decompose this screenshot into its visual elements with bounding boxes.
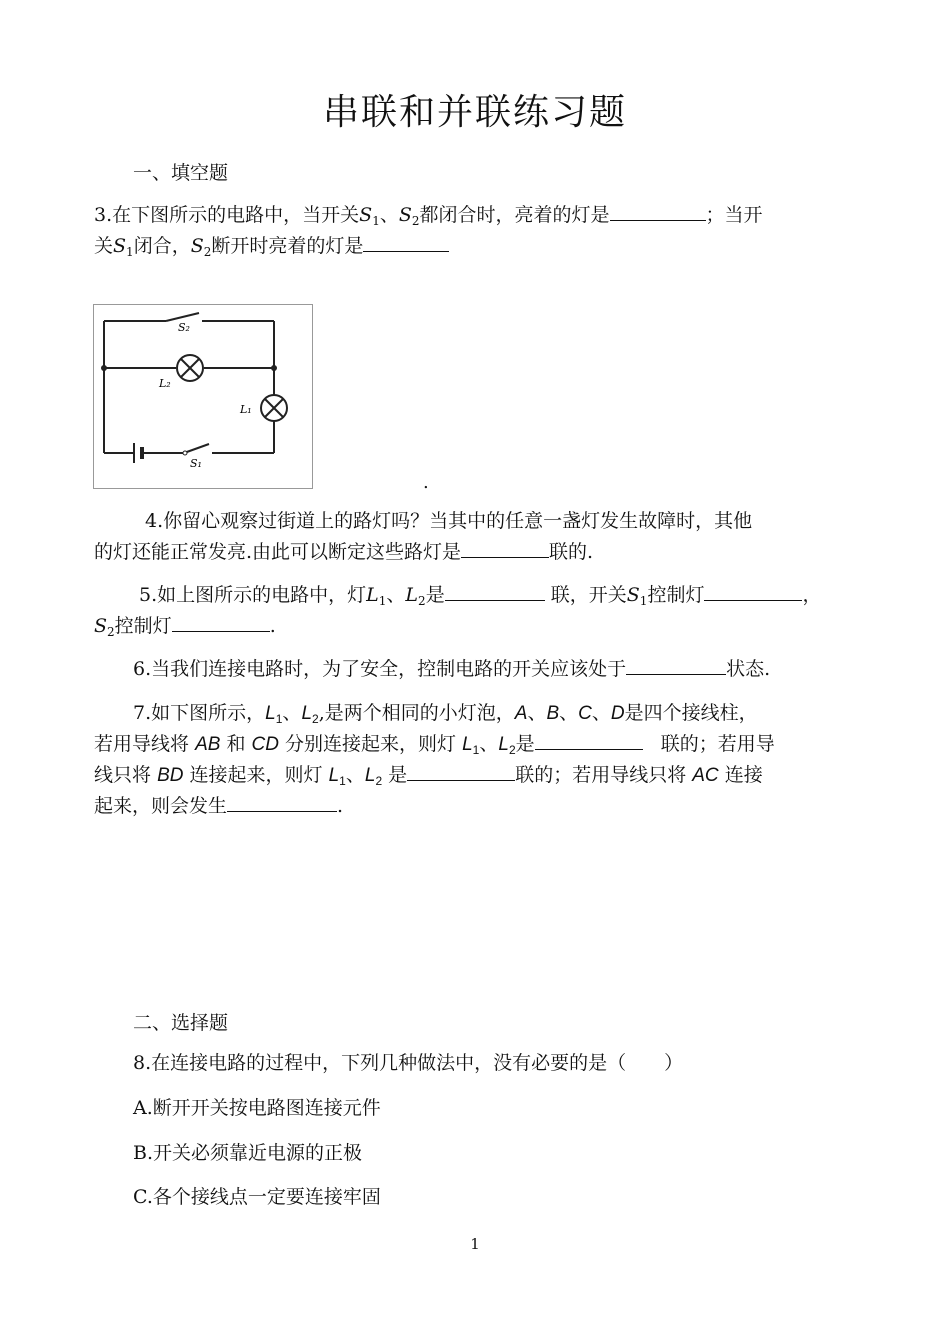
answer-blank[interactable]	[227, 791, 337, 812]
subscript: 1	[372, 214, 380, 228]
switch-symbol: S	[626, 584, 640, 606]
answer-blank[interactable]	[610, 200, 706, 221]
q5-text: 是	[425, 584, 445, 606]
switch-symbol: S	[94, 615, 108, 637]
question-8-stem: 8.在连接电路的过程中，下列几种做法中，没有必要的是（ ）	[133, 1052, 684, 1074]
answer-blank[interactable]	[626, 654, 726, 675]
period: .	[269, 615, 276, 637]
subscript: 2	[312, 712, 319, 726]
q7-text: 和	[226, 733, 246, 755]
q7-text: 联的；若用导	[660, 733, 775, 755]
question-8-option-b[interactable]: B.开关必须靠近电源的正极	[133, 1142, 363, 1164]
stray-period: .	[423, 472, 429, 493]
q7-text: 如下图所示，	[151, 702, 266, 724]
page-title: 串联和并联练习题	[322, 92, 627, 133]
terminal-c: C	[578, 703, 592, 724]
lamp-symbol: L	[462, 734, 473, 755]
q7-text: 分别连接起来，则灯	[285, 733, 457, 755]
section-heading-fill-blank: 一、填空题	[133, 162, 229, 184]
switch-symbol: S	[113, 235, 127, 257]
label-l2: L₂	[159, 377, 171, 390]
q3-text: 在下图所示的电路中，当开关	[112, 204, 360, 226]
label-s1: S₁	[190, 457, 202, 470]
answer-blank[interactable]	[535, 729, 643, 750]
subscript: 2	[375, 774, 383, 788]
q4-text: 的灯还能正常发亮.由此可以断定这些路灯是	[94, 541, 462, 563]
q7-number: 7.	[133, 702, 152, 724]
lamp-symbol: L	[265, 703, 276, 724]
period: .	[337, 795, 344, 817]
q7-text: 是	[515, 733, 535, 755]
separator: 、	[479, 733, 499, 755]
separator: 、	[386, 584, 406, 606]
comma: ，	[802, 584, 822, 606]
terminal-b: B	[546, 703, 560, 724]
terminal-ac: AC	[692, 765, 719, 786]
label-l1: L₁	[240, 403, 252, 416]
q7-text: 联的；若用导线只将	[515, 764, 687, 786]
q3-text: 断开时亮着的灯是	[211, 235, 364, 257]
subscript: 2	[418, 594, 426, 608]
switch-symbol: S	[190, 235, 204, 257]
question-4-line-2	[94, 537, 593, 567]
circuit-diagram	[93, 304, 313, 489]
switch-contact	[183, 451, 187, 455]
q7-text: 连接起来，则灯	[189, 764, 323, 786]
separator: 、	[559, 702, 579, 724]
switch-symbol: S	[398, 204, 412, 226]
q7-text: 是	[388, 764, 408, 786]
junction-dot	[271, 365, 277, 371]
q5-text: 控制灯	[114, 615, 172, 637]
question-8-option-a[interactable]: A.断开开关按电路图连接元件	[133, 1097, 381, 1119]
subscript: 1	[378, 594, 387, 608]
answer-blank[interactable]	[172, 611, 270, 632]
answer-blank[interactable]	[363, 231, 449, 252]
terminal-d: D	[610, 703, 625, 724]
q5-text: 5.如上图所示的电路中，灯	[139, 584, 367, 606]
separator: 、	[282, 702, 302, 724]
question-5-line-2	[94, 611, 276, 647]
q3-text: 关	[94, 235, 114, 257]
subscript: 2	[107, 625, 115, 639]
question-6	[133, 654, 770, 684]
subscript: 2	[411, 214, 420, 228]
junction-dot	[101, 365, 107, 371]
separator: 、	[591, 702, 611, 724]
subscript: 2	[203, 245, 212, 259]
lamp-symbol: L	[405, 584, 419, 606]
q3-text: ；当开	[705, 204, 763, 226]
q6-text: 6.当我们连接电路时，为了安全，控制电路的开关应该处于	[133, 658, 627, 680]
q4-text: 联的.	[549, 541, 594, 563]
answer-blank[interactable]	[704, 580, 802, 601]
q7-text: 连接	[724, 764, 763, 786]
lamp-symbol: L	[301, 703, 313, 724]
q5-text: 联，开关	[550, 584, 627, 606]
separator: 、	[527, 702, 547, 724]
circuit-svg	[94, 305, 312, 488]
answer-blank[interactable]	[461, 537, 549, 558]
q5-text: 控制灯	[647, 584, 705, 606]
question-8-option-c[interactable]: C.各个接线点一定要连接牢固	[133, 1186, 381, 1208]
lamp-symbol: L	[328, 765, 340, 786]
separator: 、	[379, 204, 399, 226]
subscript: 1	[275, 712, 283, 726]
answer-blank[interactable]	[407, 760, 515, 781]
q3-number: 3.	[94, 204, 113, 226]
lamp-symbol: L	[364, 765, 376, 786]
subscript: 2	[508, 743, 516, 757]
question-3-line-2	[94, 231, 449, 267]
terminal-cd: CD	[251, 734, 279, 755]
q7-text: 起来，则会发生	[94, 795, 228, 817]
separator: 、	[345, 764, 365, 786]
q7-text: 是四个接线柱，	[624, 702, 758, 724]
q7-text: 线只将	[94, 764, 152, 786]
subscript: 1	[126, 245, 134, 259]
terminal-a: A	[514, 703, 528, 724]
lamp-symbol: L	[498, 734, 509, 755]
subscript: 1	[339, 774, 346, 788]
subscript: 1	[472, 743, 480, 757]
q6-text: 状态.	[726, 658, 771, 680]
terminal-bd: BD	[157, 765, 184, 786]
q3-text: 闭合，	[133, 235, 191, 257]
q7-text: 若用导线将	[94, 733, 190, 755]
switch-symbol: S	[359, 204, 373, 226]
section-heading-multiple-choice: 二、选择题	[133, 1012, 229, 1034]
q7-text: ,是两个相同的小灯泡，	[318, 702, 515, 724]
terminal-ab: AB	[195, 734, 221, 755]
subscript: 1	[639, 594, 648, 608]
question-4-line-1: 4.你留心观察过街道上的路灯吗？当其中的任意一盏灯发生故障时，其他	[145, 510, 753, 532]
label-s2: S₂	[178, 321, 190, 334]
answer-blank[interactable]	[445, 580, 545, 601]
question-7-line-4	[94, 791, 343, 821]
q3-text: 都闭合时，亮着的灯是	[419, 204, 610, 226]
lamp-symbol: L	[366, 584, 379, 606]
page-number: 1	[470, 1235, 480, 1253]
